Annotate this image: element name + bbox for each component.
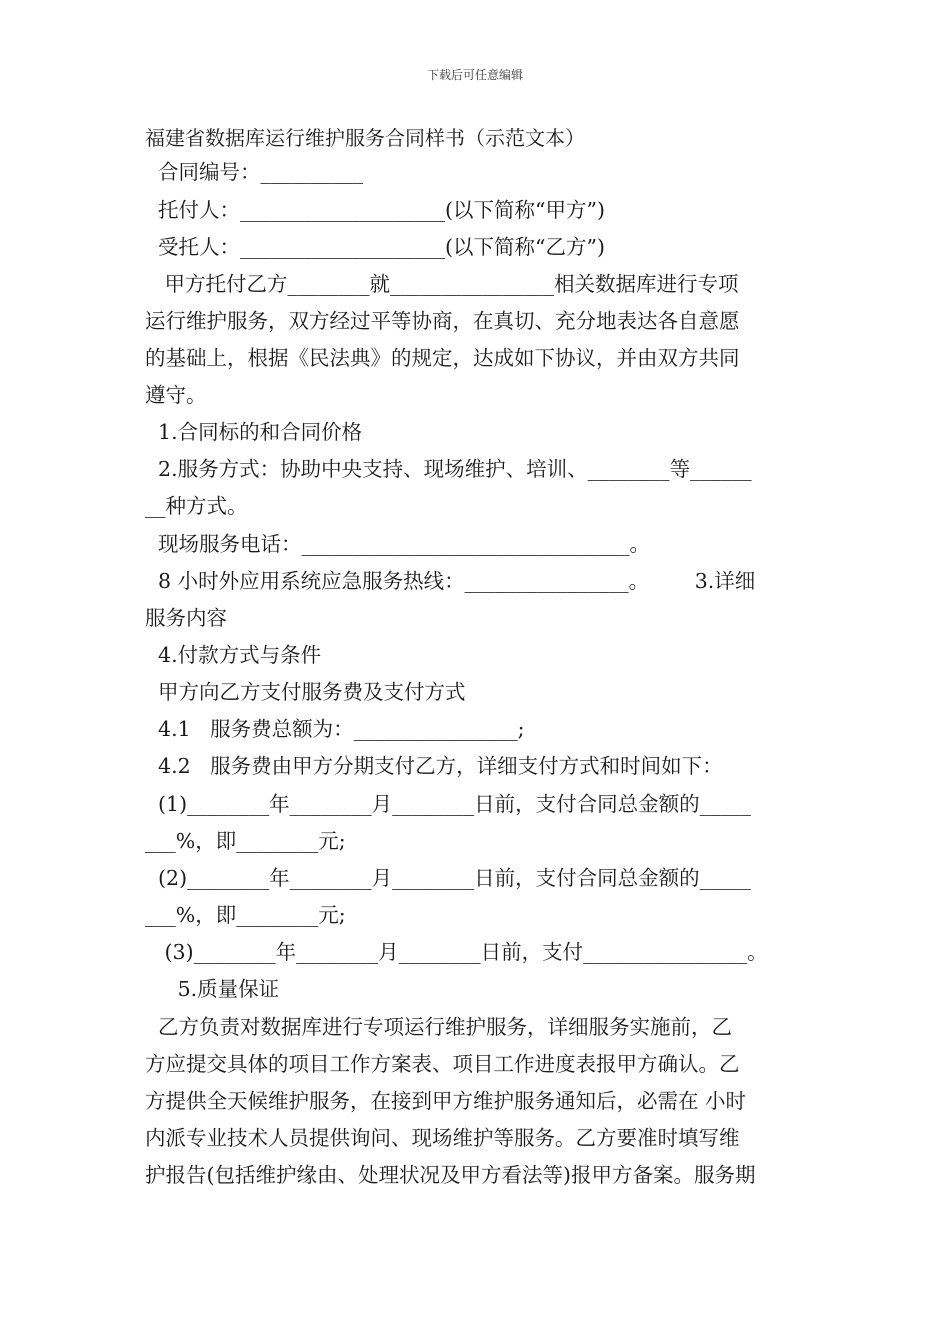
payment-item: (2)________年________月________日前，支付合同总金额的_____ [145,866,751,890]
paragraph-line: 甲方托付乙方________就________________相关数据库进行专项 [145,272,739,296]
paragraph-line: 内派专业技术人员提供询问、现场维护等服务。乙方要准时填写维 [145,1126,740,1150]
payment-item: (3)________年________月________日前，支付________________。 [145,940,768,964]
client-line: 托付人：____________________(以下简称“甲方”) [145,198,605,222]
contractor-line: 受托人：____________________(以下简称“乙方”) [145,235,605,259]
section-heading: 4.付款方式与条件 [145,643,322,667]
paragraph-line: 方提供全天候维护服务，在接到甲方维护服务通知后，必需在 小时 [145,1089,747,1113]
payment-item: (1)________年________月________日前，支付合同总金额的_____ [145,792,751,816]
section-heading: 1.合同标的和合同价格 [145,420,363,444]
paragraph-line: 乙方负责对数据库进行专项运行维护服务，详细服务实施前，乙 [145,1015,733,1039]
paragraph-line: 护报告(包括维护缘由、处理状况及甲方看法等)报甲方备案。服务期 [145,1163,756,1187]
paragraph-line: 方应提交具体的项目工作方案表、项目工作进度表报甲方确认。乙 [145,1052,740,1076]
paragraph-line: 的基础上，根据《民法典》的规定，达成如下协议，并由双方共同 [145,346,740,370]
payment-item: ___%，即________元; [145,903,346,927]
paragraph-line: 4.2 服务费由甲方分期支付乙方，详细支付方式和时间如下： [145,754,723,778]
paragraph-line: 甲方向乙方支付服务费及支付方式 [145,680,466,704]
paragraph-line: 运行维护服务，双方经过平等协商，在真切、充分地表达各自意愿 [145,309,740,333]
contract-number-line: 合同编号：__________ [145,160,364,184]
section-heading: 5.质量保证 [145,977,280,1001]
page-header: 下载后可任意编辑 [426,68,523,82]
paragraph-line: 4.1 服务费总额为：________________; [145,717,525,741]
document-title: 福建省数据库运行维护服务合同样书（示范文本） [145,126,585,150]
paragraph-line: __种方式。 [145,494,248,518]
paragraph-line: 2.服务方式：协助中央支持、现场维护、培训、________等______ [145,457,752,481]
payment-item: ___%，即________元; [145,829,346,853]
paragraph-line: 8 小时外应用系统应急服务热线：________________。 3.详细 [145,569,756,593]
paragraph-line: 现场服务电话：________________________________。 [145,532,651,556]
paragraph-line: 服务内容 [145,606,227,630]
paragraph-line: 遵守。 [145,383,207,407]
